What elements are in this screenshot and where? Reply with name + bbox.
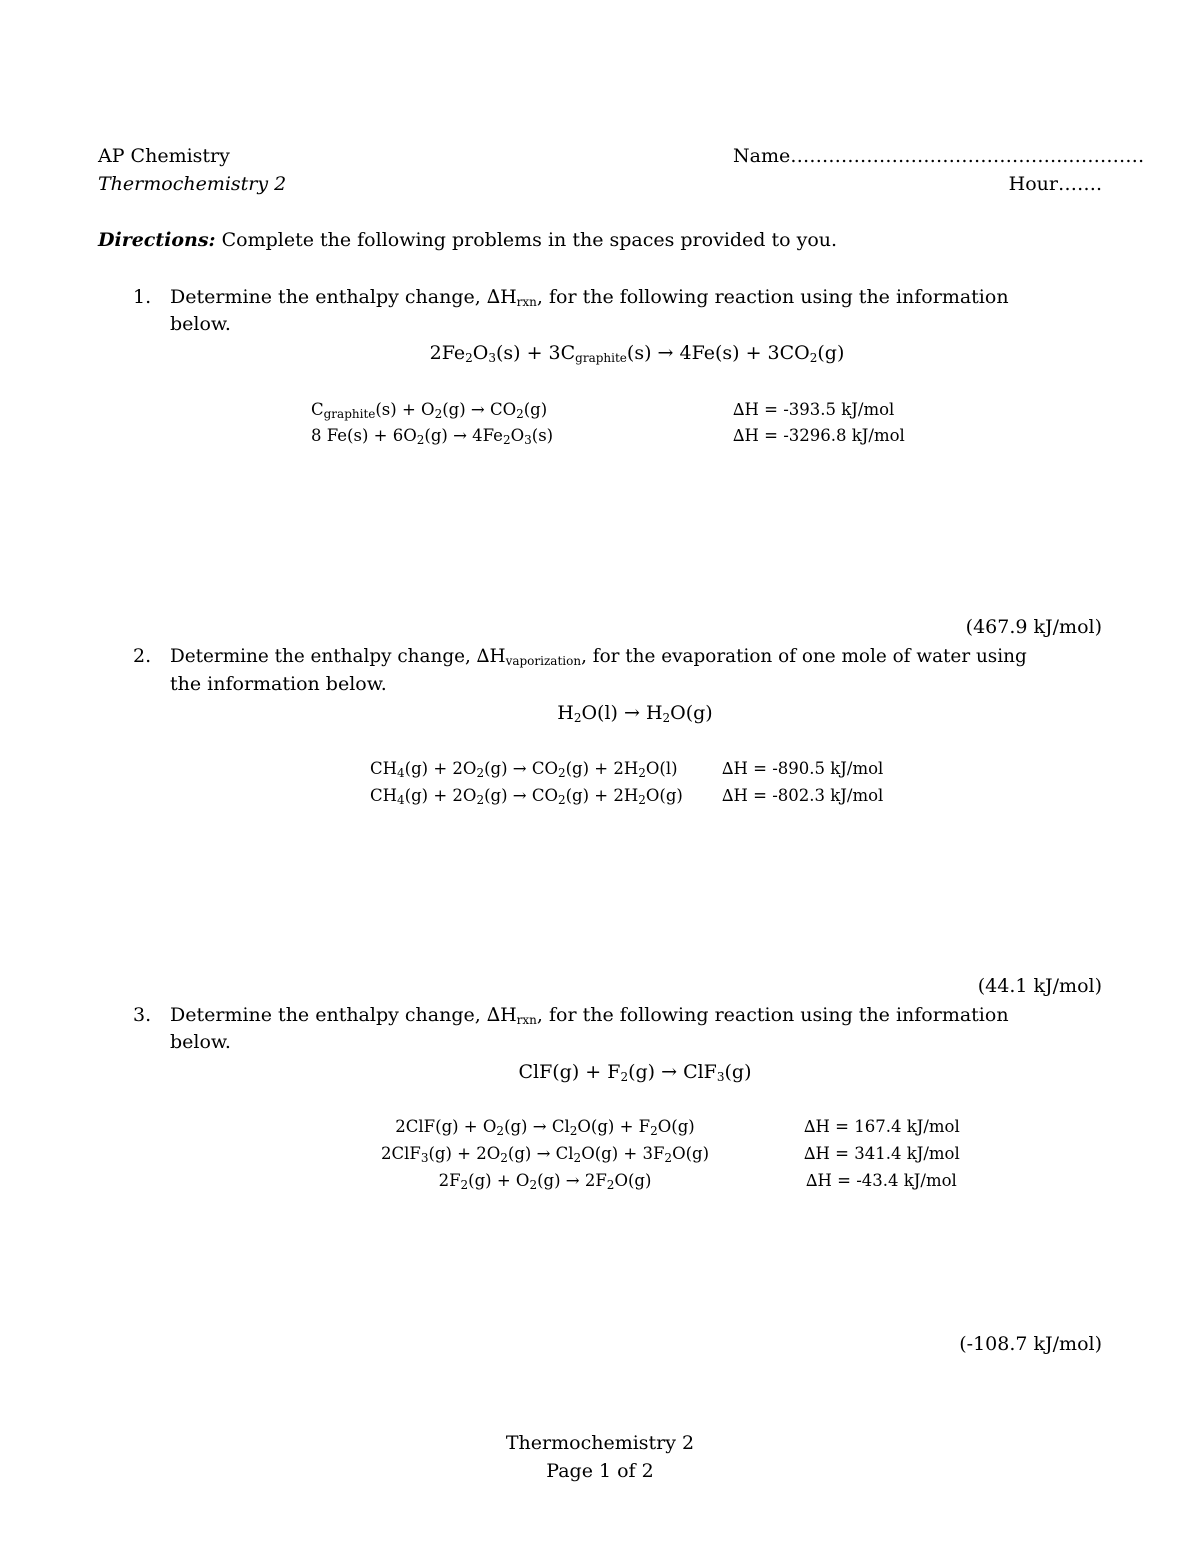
q3-reaction-3: $2F_2(g) + O_2(g) \to 2F_2O(g)$ — [438, 1171, 652, 1192]
q1-reaction-2: 8 $Fe(s) + 6O_2(g) \to 4Fe_2O_3(s)$ — [311, 426, 554, 447]
q1-reaction-1: $C_{graphite}(s) + O_2(g) \to CO_2(g)$ — [311, 400, 548, 421]
q1-reaction-1-enthalpy: ∆H = -393.5 kJ/mol — [733, 400, 895, 419]
q3-reaction-1: $2ClF(g) + O_2(g) \to Cl_2O(g) + F_2O(g)$ — [395, 1117, 695, 1138]
q3-reaction-2: $2ClF_3(g) + 2O_2(g) \to Cl_2O(g) + 3F_2O(g)$ — [380, 1144, 710, 1165]
hour-field: Hour……. — [1008, 173, 1102, 195]
q2-reaction-1: $CH_4(g) + 2O_2(g) \to CO_2(g) + 2H_2O(l)$ — [370, 759, 678, 780]
directions-label: Directions: — [98, 229, 216, 251]
q1-number: 1. — [133, 286, 152, 308]
q2-answer: (44.1 kJ/mol) — [977, 975, 1102, 997]
footer-title: Thermochemistry 2 — [505, 1432, 695, 1454]
name-field: Name……………………………………..………… — [733, 145, 1145, 167]
q3-prompt-line2: below. — [170, 1031, 231, 1053]
q2-reaction-2: $CH_4(g) + 2O_2(g) \to CO_2(g) + 2H_2O(g)$ — [370, 786, 683, 807]
q2-reaction-1-enthalpy: ∆H = -890.5 kJ/mol — [722, 759, 884, 778]
q3-answer: (-108.7 kJ/mol) — [959, 1333, 1102, 1355]
q2-reaction-2-enthalpy: ∆H = -802.3 kJ/mol — [722, 786, 884, 805]
q1-prompt-line2: below. — [170, 313, 231, 335]
q2-number: 2. — [133, 645, 152, 667]
directions — [98, 227, 837, 254]
q1-target-equation: $2Fe_2O_3(s) + 3C_{graphite}(s) \to 4Fe(s) + 3CO_2(g)$ — [429, 342, 845, 365]
q3-target-equation: $ClF(g) + F_2(g) \to ClF_3(g)$ — [518, 1061, 752, 1084]
q3-reaction-1-enthalpy: ∆H = 167.4 kJ/mol — [804, 1117, 960, 1136]
q2-prompt: Determine the enthalpy change, $\Delta H_{vaporization}$, for the evaporation of one mole of water using — [170, 646, 1027, 668]
q3-number: 3. — [133, 1004, 152, 1026]
q3-prompt: Determine the enthalpy change, $\Delta H_{rxn}$, for the following reaction using the information — [170, 1004, 1009, 1027]
unit-title: Thermochemistry 2 — [98, 173, 287, 195]
directions-text: Complete the following problems in the spaces provided to you. — [215, 229, 838, 251]
q2-prompt-line2: the information below. — [170, 673, 387, 695]
course-title: AP Chemistry — [98, 145, 230, 167]
q3-reaction-3-enthalpy: ∆H = -43.4 kJ/mol — [806, 1171, 957, 1190]
q1-reaction-2-enthalpy: ∆H = -3296.8 kJ/mol — [733, 426, 905, 445]
q1-prompt: Determine the enthalpy change, $\Delta H_{rxn}$, for the following reaction using the information — [170, 286, 1009, 309]
q2-target-equation: $H_2O(l) \to H_2O(g)$ — [557, 702, 713, 725]
footer-page-number: Page 1 of 2 — [546, 1460, 654, 1482]
q1-answer: (467.9 kJ/mol) — [965, 616, 1102, 638]
q3-reaction-2-enthalpy: ∆H = 341.4 kJ/mol — [804, 1144, 960, 1163]
